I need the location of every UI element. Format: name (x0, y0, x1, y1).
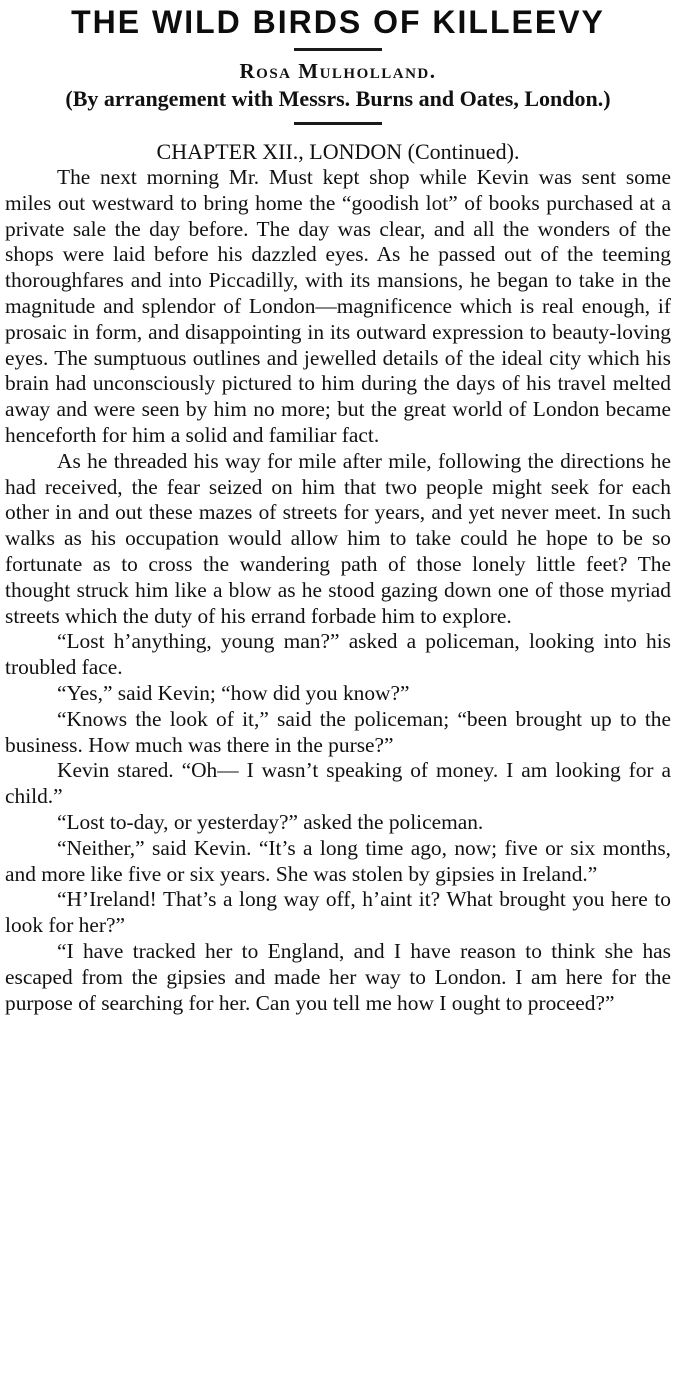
chapter-heading: CHAPTER XII., LONDON (Continued). (156, 139, 520, 164)
header-divider (294, 122, 382, 125)
title-divider (294, 48, 382, 51)
article-title: THE WILD BIRDS OF KILLEEVY (71, 4, 605, 40)
article-body (5, 165, 671, 1016)
paragraph: “Lost h’anything, young man?” asked a policeman, looking into his troubled face. (5, 629, 671, 680)
paragraph: The next morning Mr. Must kept shop while Kevin was sent some miles out westward to bring home the “goodish lot” of books purchased at a private sale the day before. The day was clear, and all the wonders of the shops were laid before his dazzled eyes. As he passed out of the teeming thoroughfares and into Piccadilly, with its mansions, he began to take in the magnitude and splendor of London—magnificence which is real enough, if prosaic in form, and disappointing in its outward expression to beauty-loving eyes. The sumptuous outlines and jewelled details of the ideal city which his brain had unconsciously pictured to him during the days of his travel melted away and were seen by him no more; but the great world of London became henceforth for him a solid and familiar fact. (5, 165, 671, 447)
article-author: Rosa Mulholland. (239, 59, 437, 83)
paragraph: “I have tracked her to England, and I have reason to think she has escaped from the gipsies and made her way to London. I am here for the purpose of searching for her. Can you tell me how I ought to proceed?” (5, 938, 671, 1015)
paragraph: “H’Ireland! That’s a long way off, h’aint it? What brought you here to look for her?” (5, 887, 671, 938)
paragraph: “Lost to-day, or yesterday?” asked the policeman. (57, 809, 484, 834)
paragraph: “Knows the look of it,” said the policeman; “been brought up to the business. How much was there in the purse?” (5, 706, 671, 757)
arrangement-note: (By arrangement with Messrs. Burns and Oates, London.) (65, 86, 611, 111)
paragraph: As he threaded his way for mile after mile, following the directions he had received, the fear seized on him that two people might seek for each other in and out these mazes of streets for years, and yet never meet. In such walks as his occupation would allow him to take could he hope to be so fortunate as to cross the wandering path of those lonely little feet? The thought struck him like a blow as he stood gazing down one of those myriad streets which the duty of his errand forbade him to explore. (5, 448, 671, 628)
paragraph: “Yes,” said Kevin; “how did you know?” (57, 680, 410, 705)
paragraph: Kevin stared. “Oh— I wasn’t speaking of money. I am looking for a child.” (5, 758, 671, 809)
paragraph: “Neither,” said Kevin. “It’s a long time ago, now; five or six months, and more like five or six years. She was stolen by gipsies in Ireland.” (5, 835, 671, 886)
